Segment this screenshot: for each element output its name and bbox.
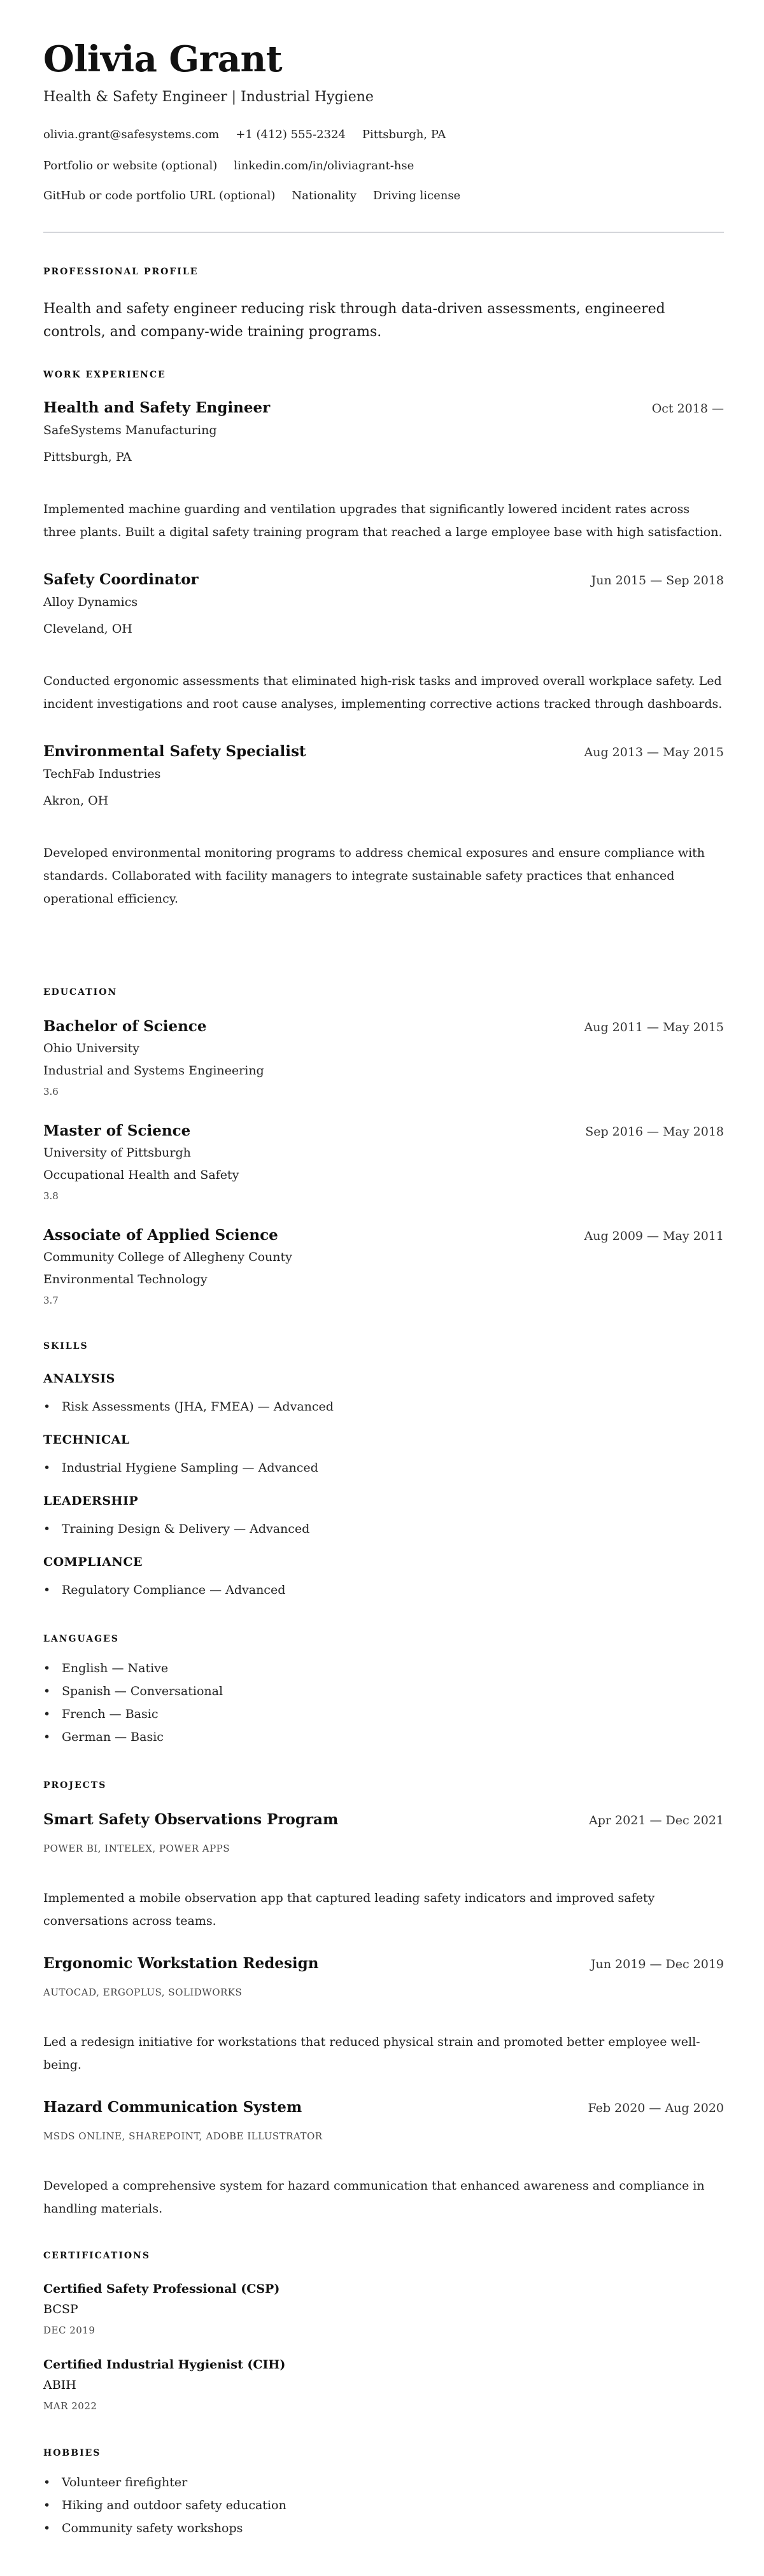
project-title: Hazard Communication System (43, 2099, 302, 2116)
github-link[interactable]: GitHub or code portfolio URL (optional) (43, 189, 276, 202)
contact-line-2 (43, 157, 724, 175)
phone-number[interactable]: +1 (412) 555-2324 (236, 128, 346, 141)
certification-name: Certified Industrial Hygienist (CIH) (43, 2358, 286, 2372)
section-heading: SKILLS (43, 1341, 88, 1351)
school: University of Pittsburgh (43, 1146, 191, 1160)
skill-category (43, 1369, 724, 1417)
driving-license: Driving license (372, 189, 461, 202)
education-dates: Aug 2011 — May 2015 (584, 1020, 724, 1034)
job-title: Safety Coordinator (43, 571, 199, 588)
header-divider (43, 232, 724, 233)
linkedin-link[interactable]: linkedin.com/in/oliviagrant-hse (234, 159, 414, 172)
project-dates: Feb 2020 — Aug 2020 (588, 2101, 724, 2115)
certification-entry (43, 2356, 724, 2416)
skill-category (43, 1491, 724, 1539)
job-entry (43, 742, 724, 910)
degree: Associate of Applied Science (43, 1227, 278, 1244)
gpa: 3.7 (43, 1295, 59, 1306)
job-entry (43, 570, 724, 715)
skill-category-name: LEADERSHIP (43, 1494, 139, 1508)
company: TechFab Industries (43, 767, 161, 781)
skill-category-name: COMPLIANCE (43, 1555, 143, 1569)
skills-section (43, 1340, 724, 1614)
section-heading: HOBBIES (43, 2448, 101, 2458)
gpa: 3.8 (43, 1190, 59, 1202)
hobby-item: • Community safety workshops (43, 2517, 724, 2540)
languages-section (43, 1633, 724, 1749)
project-title: Smart Safety Observations Program (43, 1811, 339, 1828)
profile-section (43, 265, 724, 344)
job-title: Environmental Safety Specialist (43, 743, 306, 760)
project-title: Ergonomic Workstation Redesign (43, 1955, 319, 1972)
hobbies-section (43, 2447, 724, 2540)
section-heading: EDUCATION (43, 987, 118, 997)
education-section (43, 986, 724, 1330)
certifications-section (43, 2249, 724, 2432)
education-entry (43, 1121, 724, 1206)
education-entry (43, 1225, 724, 1310)
skill-category-name: TECHNICAL (43, 1433, 130, 1447)
skill-category-name: ANALYSIS (43, 1372, 115, 1386)
project-description: Led a redesign initiative for workstations that reduced physical strain and promoted better employee well-being. (43, 2035, 700, 2072)
project-entry (43, 2097, 724, 2220)
skill-item: • Industrial Hygiene Sampling — Advanced (43, 1458, 724, 1478)
job-location: Akron, OH (43, 794, 109, 808)
certification-issuer: ABIH (43, 2378, 76, 2392)
hobby-item: • Hiking and outdoor safety education (43, 2494, 724, 2517)
skill-item: • Training Design & Delivery — Advanced (43, 1519, 724, 1539)
project-dates: Apr 2021 — Dec 2021 (589, 1813, 724, 1827)
language-item: • French — Basic (43, 1703, 724, 1726)
project-tech-stack: AUTOCAD, ERGOPLUS, SOLIDWORKS (43, 1987, 243, 1998)
job-description: Developed environmental monitoring programs to address chemical exposures and ensure compliance with standards. Collaborated with facility managers to integrate sustainable safety practices that enhanced operational efficiency. (43, 846, 705, 906)
school: Ohio University (43, 1041, 139, 1055)
certification-name: Certified Safety Professional (CSP) (43, 2282, 280, 2296)
job-location: Pittsburgh, PA (43, 450, 132, 464)
contact-line-1 (43, 126, 724, 144)
education-entry (43, 1017, 724, 1101)
job-dates: Jun 2015 — Sep 2018 (591, 574, 724, 588)
skill-item: • Risk Assessments (JHA, FMEA) — Advanced (43, 1397, 724, 1417)
education-dates: Sep 2016 — May 2018 (585, 1125, 724, 1139)
skill-category (43, 1552, 724, 1600)
skill-item: • Regulatory Compliance — Advanced (43, 1580, 724, 1600)
skill-category (43, 1430, 724, 1478)
project-description: Developed a comprehensive system for hazard communication that enhanced awareness and compliance in handling materials. (43, 2179, 705, 2216)
section-heading: PROFESSIONAL PROFILE (43, 267, 199, 277)
school: Community College of Allegheny County (43, 1250, 292, 1264)
nationality: Nationality (292, 189, 357, 202)
field-of-study: Occupational Health and Safety (43, 1168, 239, 1182)
company: SafeSystems Manufacturing (43, 423, 217, 437)
project-tech-stack: POWER BI, INTELEX, POWER APPS (43, 1843, 230, 1854)
project-entry (43, 1810, 724, 1932)
language-item: • English — Native (43, 1657, 724, 1680)
degree: Bachelor of Science (43, 1018, 207, 1035)
section-heading: PROJECTS (43, 1780, 107, 1791)
job-description: Conducted ergonomic assessments that eliminated high-risk tasks and improved overall workplace safety. Led incident investigations and root cause analyses, implementing corrective actions tracked through dashboards. (43, 674, 723, 711)
project-description: Implemented a mobile observation app that captured leading safety indicators and improved safety conversations across teams. (43, 1891, 655, 1928)
portfolio-link[interactable]: Portfolio or website (optional) (43, 159, 218, 172)
work-experience-section (43, 369, 724, 936)
certification-issuer: BCSP (43, 2302, 78, 2316)
contact-line-3 (43, 187, 724, 205)
job-title: Health and Safety Engineer (43, 399, 271, 416)
profile-summary: Health and safety engineer reducing risk through data-driven assessments, engineered controls, and company-wide training programs. (43, 301, 665, 340)
certification-date: MAR 2022 (43, 2400, 97, 2412)
education-dates: Aug 2009 — May 2011 (584, 1229, 724, 1243)
company: Alloy Dynamics (43, 595, 138, 609)
field-of-study: Environmental Technology (43, 1272, 208, 1286)
section-heading: LANGUAGES (43, 1634, 119, 1644)
language-item: • Spanish — Conversational (43, 1680, 724, 1703)
candidate-headline: Health & Safety Engineer | Industrial Hygiene (43, 89, 374, 105)
projects-section (43, 1779, 724, 2241)
field-of-study: Industrial and Systems Engineering (43, 1064, 264, 1078)
job-location: Cleveland, OH (43, 622, 132, 636)
section-heading: WORK EXPERIENCE (43, 370, 166, 380)
email-link[interactable]: olivia.grant@safesystems.com (43, 128, 220, 141)
section-heading: CERTIFICATIONS (43, 2251, 150, 2261)
job-dates: Aug 2013 — May 2015 (584, 745, 724, 759)
certification-date: DEC 2019 (43, 2325, 96, 2336)
project-entry (43, 1953, 724, 2076)
certification-entry (43, 2280, 724, 2340)
candidate-name: Olivia Grant (43, 38, 283, 80)
job-description: Implemented machine guarding and ventilation upgrades that significantly lowered incident rates across three plants. Built a digital safety training program that reached a large employee base with high satisfaction. (43, 502, 723, 539)
job-entry (43, 398, 724, 544)
language-item: • German — Basic (43, 1726, 724, 1749)
project-dates: Jun 2019 — Dec 2019 (590, 1957, 724, 1971)
job-dates: Oct 2018 — (651, 402, 724, 416)
degree: Master of Science (43, 1122, 191, 1139)
gpa: 3.6 (43, 1086, 59, 1097)
hobby-item: • Volunteer firefighter (43, 2471, 724, 2494)
location: Pittsburgh, PA (362, 128, 446, 141)
project-tech-stack: MSDS ONLINE, SHAREPOINT, ADOBE ILLUSTRATOR (43, 2130, 323, 2142)
